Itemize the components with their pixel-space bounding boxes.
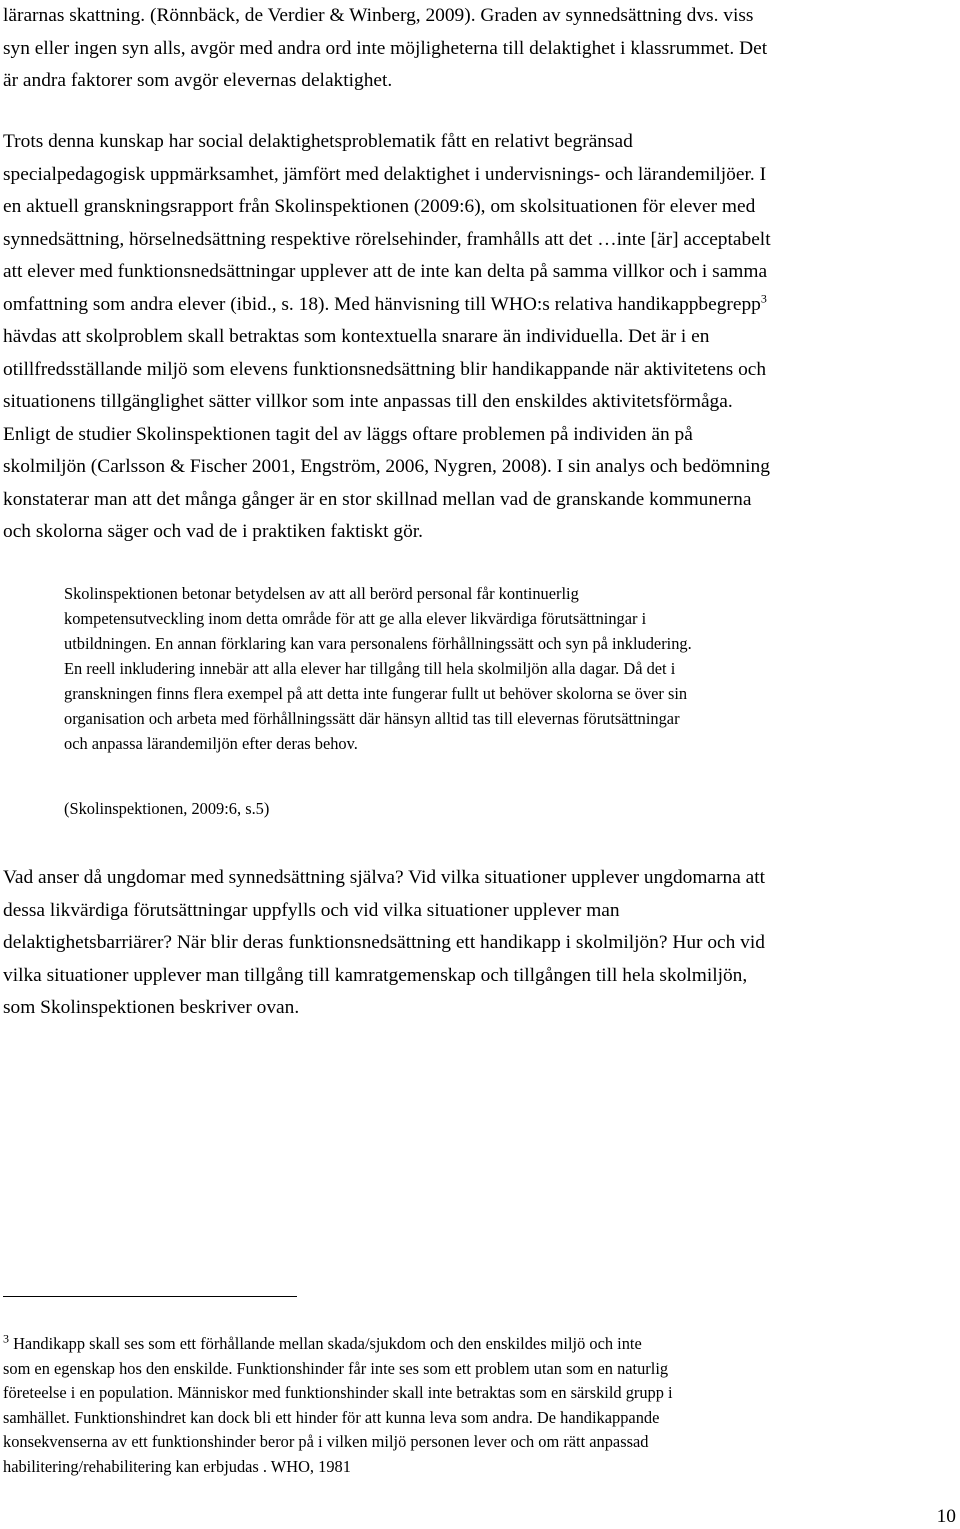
block-quote [64,581,944,756]
quote-line: och anpassa lärandemiljön efter deras behov. [64,734,358,753]
quote-line: utbildningen. En annan förklaring kan vara personalens förhållningssätt och syn på inkludering. [64,634,692,653]
text-line-content: omfattning som andra elever (ibid., s. 18). Med hänvisning till WHO:s relativa handikappbegrepp [3,293,761,315]
footnote-marker: 3 [3,1331,9,1346]
text-line: otillfredsställande miljö som elevens funktionsnedsättning blir handikappande när aktivitetens och [3,358,767,380]
text-line: skolmiljön (Carlsson & Fischer 2001, Engström, 2006, Nygren, 2008). I sin analys och bedömning [3,456,770,477]
text-line: att elever med funktionsnedsättningar upplever att de inte kan delta på samma villkor och i samma [3,261,768,282]
footnote [3,1332,923,1479]
text-line: vilka situationer upplever man tillgång till kamratgemenskap och tillgången till hela skolmiljön, [3,964,748,986]
text-line: konstaterar man att det många gånger är en stor skillnad mellan vad de granskande kommunerna [3,488,752,510]
footnote-line: samhället. Funktionshindret kan dock bli ett hinder för att kunna leva som andra. De handikappande [3,1407,660,1427]
text-line: dessa likvärdiga förutsättningar uppfylls och vid vilka situationer upplever man [3,899,620,921]
text-line: Trots denna kunskap har social delaktighetsproblematik fått en relativt begränsad [3,131,633,152]
text-line: Enligt de studier Skolinspektionen tagit del av läggs oftare problemen på individen än på [3,423,693,445]
quote-citation: (Skolinspektionen, 2009:6, s.5) [64,799,270,818]
quote-line: En reell inkludering innebär att alla elever har tillgång till hela skolmiljön alla dagar. Då det i [64,659,676,678]
paragraph-participation [3,126,958,549]
quote-line: organisation och arbeta med förhållningssätt där hänsyn alltid tas till elevernas förutsättningar [64,709,680,728]
footnote-separator [3,1296,297,1297]
text-line: är andra faktorer som avgör elevernas delaktighet. [3,70,393,91]
page-number: 10 [936,1506,956,1527]
footnote-reference[interactable]: 3 [760,291,767,306]
paragraph-intro [3,0,958,98]
footnote-line: konsekvenserna av ett funktionshinder beror på i vilken miljö personen lever och om rätt anpassad [3,1432,649,1451]
text-line: hävdas att skolproblem skall betraktas som kontextuella snarare än individuella. Det är i en [3,326,710,347]
text-line: som Skolinspektionen beskriver ovan. [3,997,300,1018]
text-line: en aktuell granskningsrapport från Skolinspektionen (2009:6), om skolsituationen för elever med [3,196,756,217]
quote-line: kompetensutveckling inom detta område för att ge alla elever likvärdiga förutsättningar i [64,609,647,628]
footnote-line: habilitering/rehabilitering kan erbjudas . WHO, 1981 [3,1456,351,1476]
text-line: syn eller ingen syn alls, avgör med andra ord inte möjligheterna till delaktighet i klassrummet. Det [3,37,768,59]
text-line: specialpedagogisk uppmärksamhet, jämfört med delaktighet i undervisnings- och lärandemiljöer. I [3,163,767,185]
footnote-line: företeelse i en population. Människor med funktionshinder skall inte betraktas som en särskild grupp i [3,1383,673,1402]
text-line: och skolorna säger och vad de i praktiken faktiskt gör. [3,521,424,542]
footnote-line-content: Handikapp skall ses som ett förhållande mellan skada/sjukdom och den enskildes miljö och inte [9,1334,642,1353]
text-line: Vad anser då ungdomar med synnedsättning själva? Vid vilka situationer upplever ungdomarna att [3,867,766,888]
footnote-line: som en egenskap hos den enskilde. Funktionshinder får inte ses som ett problem utan som en naturlig [3,1358,669,1378]
text-line: lärarnas skattning. (Rönnbäck, de Verdier & Winberg, 2009). Graden av synnedsättning dvs. viss [3,5,754,26]
quote-line: granskningen finns flera exempel på att detta inte fungerar fullt ut behöver skolorna se över sin [64,684,688,703]
text-line: delaktighetsbarriärer? När blir deras funktionsnedsättning ett handikapp i skolmiljön? Hur och vid [3,932,765,953]
paragraph-questions [3,862,958,1025]
text-line: synnedsättning, hörselnedsättning respektive rörelsehinder, framhålls att det …inte [är] acceptabelt [3,228,771,250]
footnote-line [3,1332,923,1357]
quote-line: Skolinspektionen betonar betydelsen av att all berörd personal får kontinuerlig [64,584,579,603]
text-line: situationens tillgänglighet sätter villkor som inte anpassas till den enskildes aktivitetsförmåga. [3,391,733,412]
text-line [3,289,958,322]
